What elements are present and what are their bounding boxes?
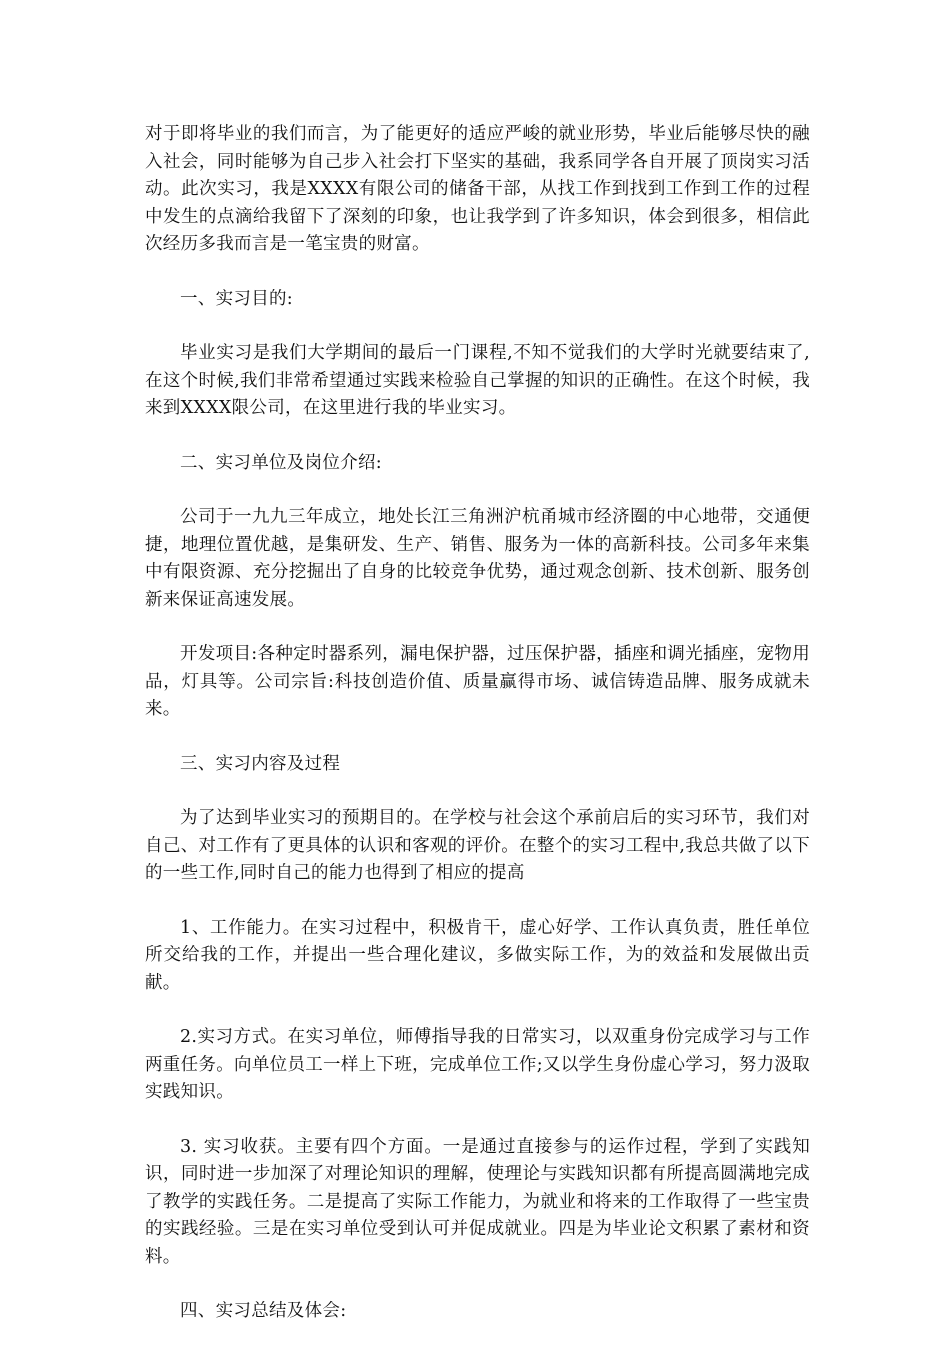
purpose-paragraph: 毕业实习是我们大学期间的最后一门课程,不知不觉我们的大学时光就要结束了,在这个时候,我们非常希望通过实践来检验自己掌握的知识的正确性。在这个时候，我来到XXXX限公司，在这里进行我的毕业实习。 — [145, 343, 810, 418]
section-heading-purpose: 一、实习目的: — [180, 288, 293, 309]
section-heading-company: 二、实习单位及岗位介绍: — [180, 452, 382, 473]
intro-paragraph: 对于即将毕业的我们而言，为了能更好的适应严峻的就业形势，毕业后能够尽快的融入社会，同时能够为自己步入社会打下坚实的基础，我系同学各自开展了顶岗实习活动。此次实习，我是XXXX有限公司的储备干部，从找工作到找到工作到工作的过程中发生的点滴给我留下了深刻的印象，也让我学到了许多知识，体会到很多，相信此次经历多我而言是一笔宝贵的财富。 — [145, 124, 810, 254]
section-heading-summary: 四、实习总结及体会: — [180, 1301, 347, 1321]
internship-method-paragraph: 2.实习方式。在实习单位，师傅指导我的日常实习，以双重身份完成学习与工作两重任务。向单位员工一样上下班，完成单位工作;又以学生身份虚心学习，努力汲取实践知识。 — [145, 1027, 810, 1102]
document-page — [145, 121, 810, 1353]
section-heading-content: 三、实习内容及过程 — [180, 753, 341, 774]
work-ability-paragraph: 1、工作能力。在实习过程中，积极肯干，虚心好学、工作认真负责，胜任单位所交给我的工作，并提出一些合理化建议，多做实际工作，为的效益和发展做出贡献。 — [145, 917, 810, 993]
internship-gains-paragraph: 3. 实习收获。主要有四个方面。一是通过直接参与的运作过程，学到了实践知识，同时进一步加深了对理论知识的理解，使理论与实践知识都有所提高圆满地完成了教学的实践任务。二是提高了实际工作能力，为就业和将来的工作取得了一些宝贵的实践经验。三是在实习单位受到认可并促成就业。四是为毕业论文积累了素材和资料。 — [145, 1136, 810, 1267]
company-paragraph: 公司于一九九三年成立，地处长江三角洲沪杭甬城市经济圈的中心地带，交通便捷，地理位置优越，是集研发、生产、销售、服务为一体的高新科技。公司多年来集中有限资源、充分挖掘出了自身的比较竞争优势，通过观念创新、技术创新、服务创新来保证高速发展。 — [145, 507, 810, 610]
content-paragraph: 为了达到毕业实习的预期目的。在学校与社会这个承前启后的实习环节，我们对自己、对工作有了更具体的认识和客观的评价。在整个的实习工程中,我总共做了以下的一些工作,同时自己的能力也得到了相应的提高 — [145, 808, 810, 883]
products-paragraph: 开发项目:各种定时器系列，漏电保护器，过压保护器，插座和调光插座，宠物用品，灯具等。公司宗旨:科技创造价值、质量赢得市场、诚信铸造品牌、服务成就未来。 — [145, 644, 810, 719]
